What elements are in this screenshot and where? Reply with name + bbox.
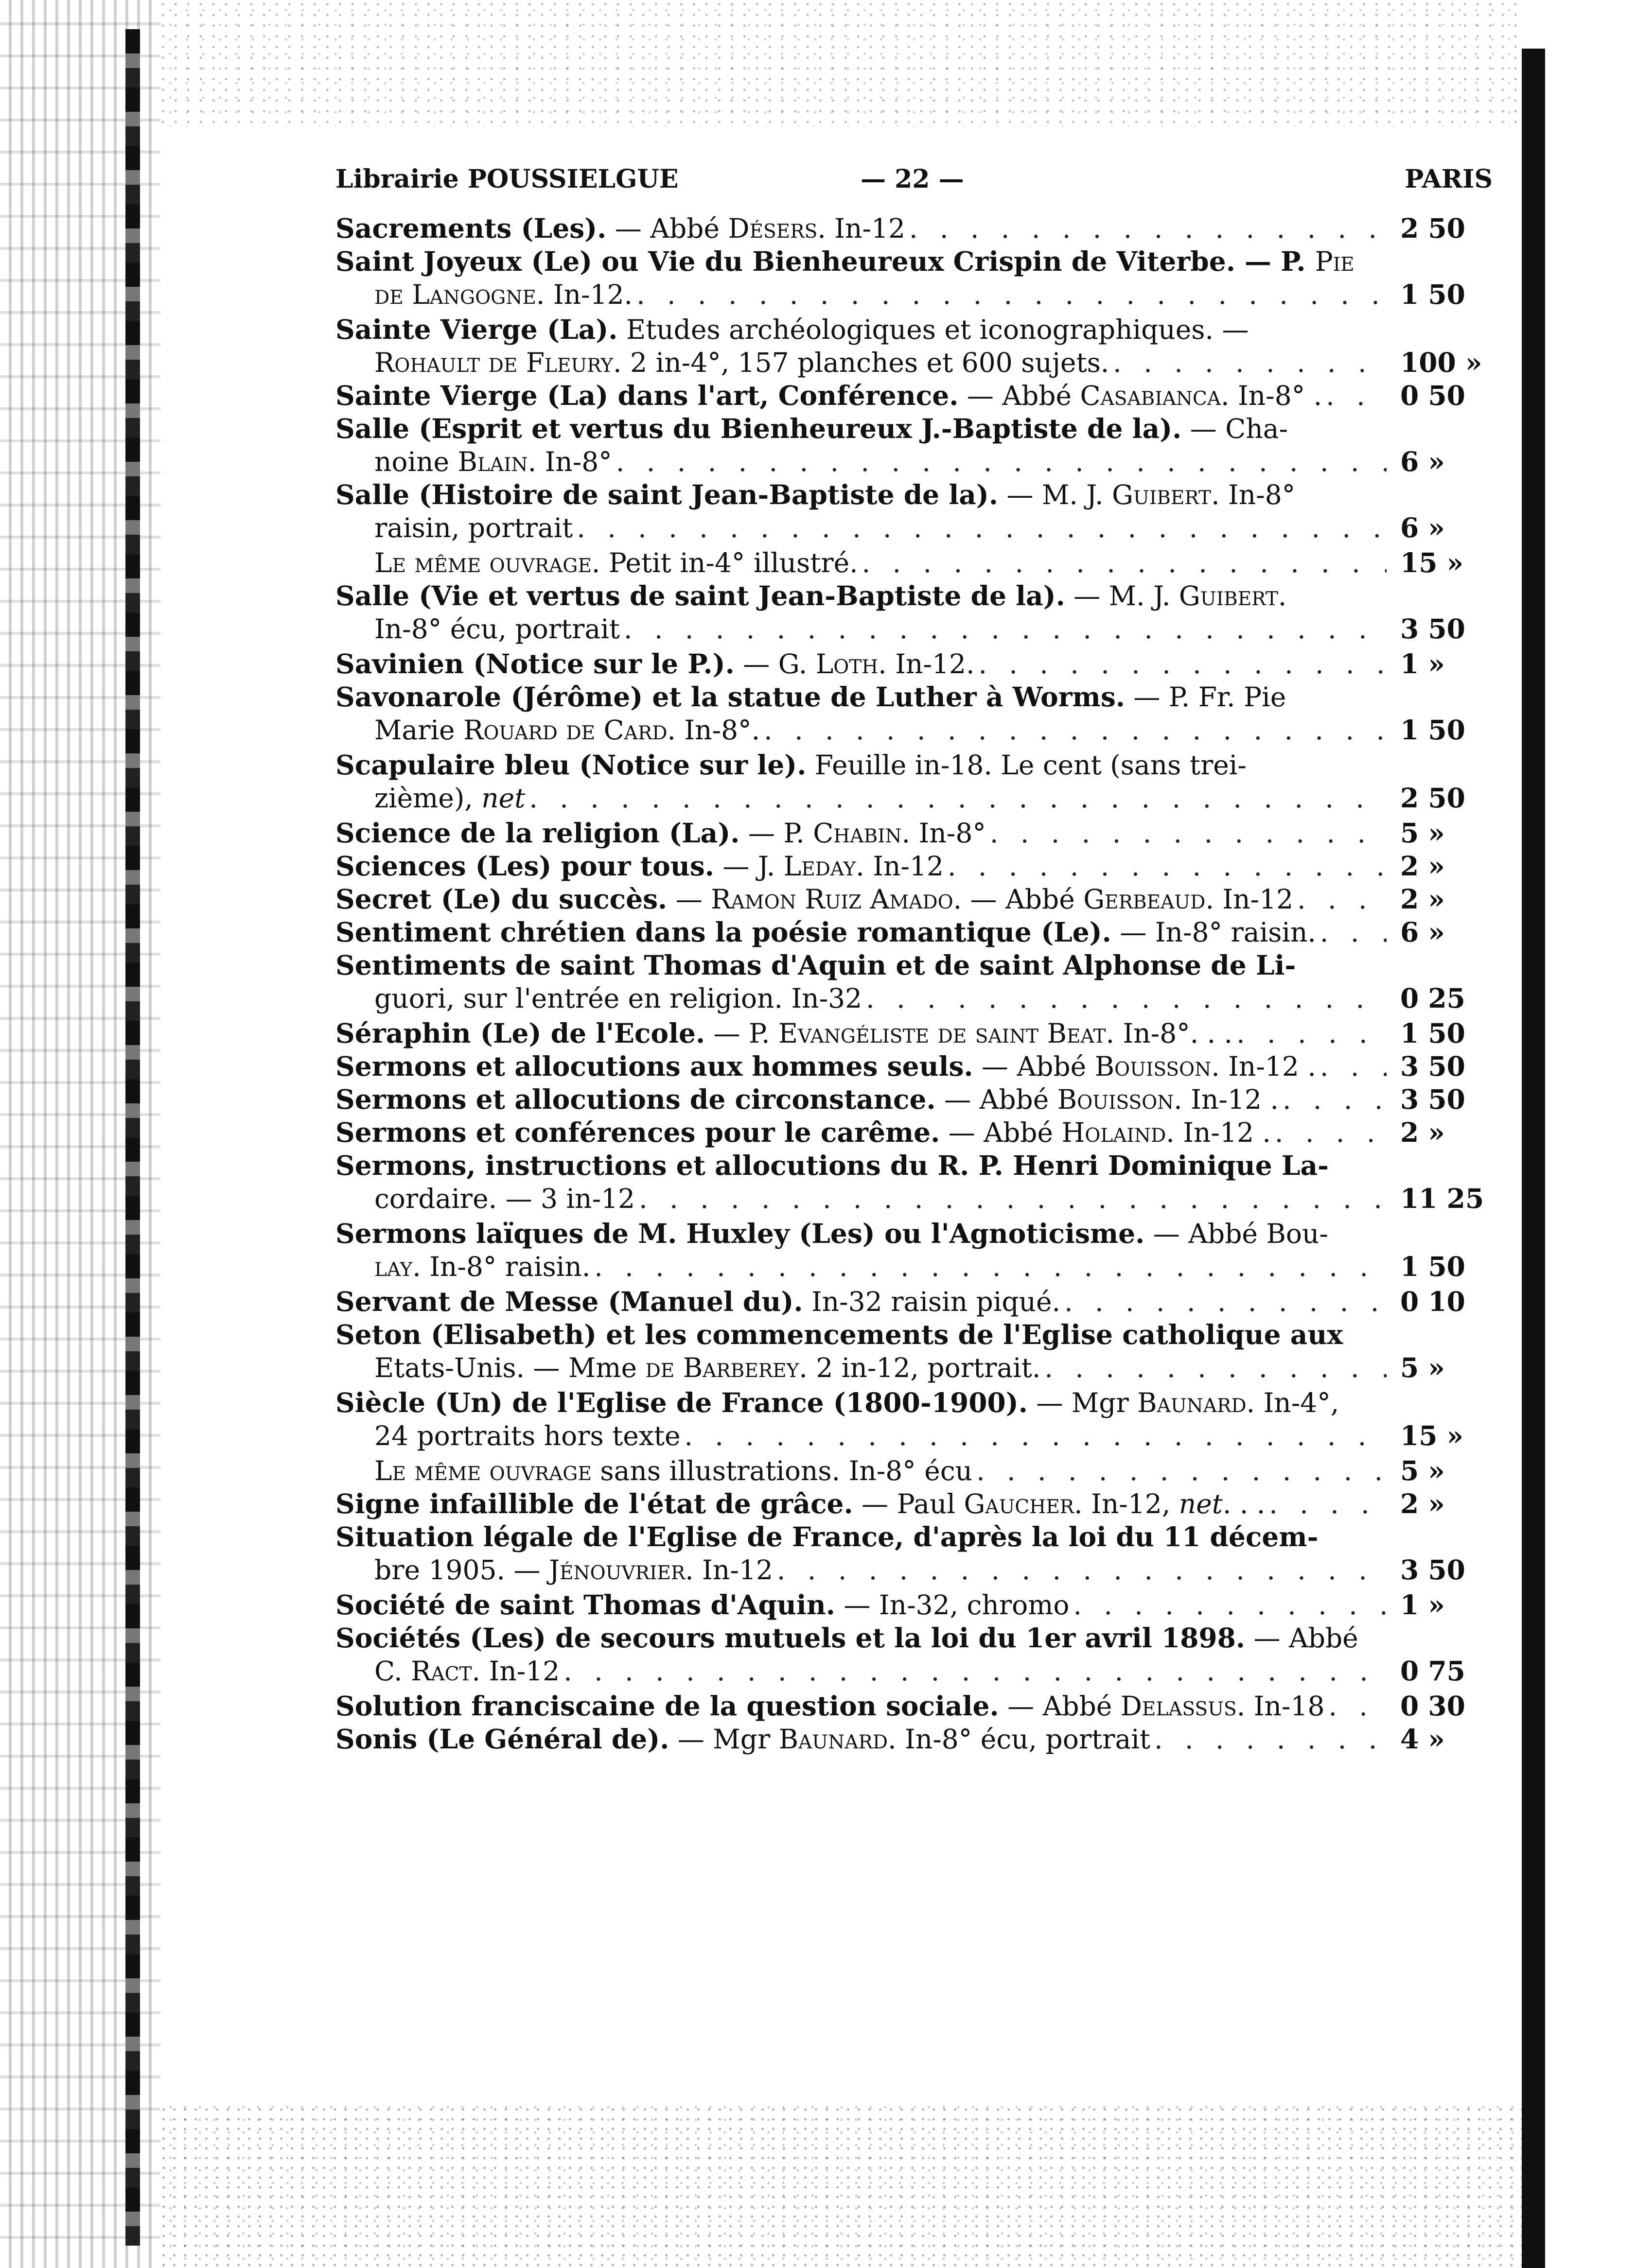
catalog-entry [335, 243, 1390, 280]
entry-author: Guibert [1179, 580, 1278, 611]
entry-price: 6 » [1400, 446, 1445, 477]
entry-author: Bouisson [1094, 1051, 1212, 1082]
catalog-entry [335, 1620, 1390, 1657]
entry-author: Rouard de Card [463, 715, 668, 746]
entry-details: — Abbé [935, 1084, 1057, 1115]
dot-leader [1275, 1114, 1387, 1151]
catalog-entry-continuation [374, 780, 1390, 817]
entry-format: . [1278, 580, 1287, 611]
entry-title: Salle (Esprit et vertus du Bienheureux J.-Baptiste de la). [335, 413, 1182, 444]
entry-price: 3 50 [1400, 1083, 1465, 1115]
dot-leader [639, 1180, 1387, 1217]
entry-format: . In-8° écu, portrait [888, 1724, 1150, 1755]
entry-details: zième), [374, 783, 482, 814]
entry-format: . In-8°. . . [1106, 1018, 1233, 1049]
entry-text [374, 1180, 635, 1217]
entry-price: 2 » [1400, 883, 1445, 915]
entry-details: — Abbé [958, 380, 1080, 411]
entry-format: . In-12 [1205, 884, 1294, 915]
entry-details: — Abbé Bou- [1144, 1218, 1328, 1249]
entry-details: — Mgr [669, 1724, 779, 1755]
entry-author: Guibert [1112, 479, 1212, 510]
entry-price: 11 25 [1400, 1183, 1484, 1214]
entry-author: de Barberey [645, 1352, 799, 1383]
entry-text [335, 848, 944, 885]
dot-leader [1297, 881, 1387, 918]
dot-leader [594, 1248, 1387, 1285]
entry-details: raisin, portrait [374, 512, 573, 543]
entry-format: . In-12 . [1211, 1051, 1316, 1082]
entry-text [335, 1485, 1265, 1522]
entry-text [335, 1316, 1343, 1353]
catalog-entry-continuation [374, 276, 1390, 313]
entry-author: Bouisson [1057, 1084, 1174, 1115]
entry-price: 5 » [1400, 1352, 1445, 1383]
entry-price: 1 50 [1400, 1017, 1465, 1049]
entry-title: Savinien (Notice sur le P.). [335, 648, 735, 680]
entry-details: — Abbé [606, 213, 728, 244]
entry-text [335, 679, 1286, 715]
entry-details: guori, sur l'entrée en religion. In-32 [374, 983, 862, 1014]
entry-price: 6 » [1400, 512, 1445, 543]
entry-price: 6 » [1400, 916, 1445, 948]
entry-title: Société de saint Thomas d'Aquin. [335, 1589, 835, 1621]
entry-title: Secret (Le) du succès. [335, 883, 668, 915]
entry-title: Sciences (Les) pour tous. [335, 850, 714, 882]
catalog-entry-continuation [374, 712, 1390, 749]
entry-author: de Langogne [374, 279, 536, 310]
entry-text [374, 276, 633, 313]
same-work-label: Le même ouvrage [374, 1455, 592, 1486]
entry-details: — J. [714, 851, 784, 882]
catalog-entry [335, 679, 1390, 715]
entry-format: . In-12 . [1166, 1117, 1271, 1148]
entry-format: . In-12. [536, 279, 633, 310]
dot-leader [563, 1653, 1387, 1690]
entry-format: . In-8° [901, 818, 986, 849]
entry-author: Pie [1315, 246, 1355, 277]
catalog-entry [335, 1518, 1390, 1555]
entry-text [335, 646, 974, 682]
entry-format: . In-12. [878, 648, 975, 680]
entry-title: Savonarole (Jérôme) et la statue de Luther à Worms. [335, 681, 1125, 713]
catalog-entry [335, 377, 1390, 414]
entry-format: . In-8° [528, 446, 612, 477]
entry-text [335, 1147, 1329, 1184]
entry-details: C. [374, 1656, 411, 1687]
dot-leader [1283, 1081, 1387, 1118]
entry-text [335, 815, 986, 852]
catalog-entry-continuation [374, 1552, 1390, 1588]
entry-format: . In-8° . [1221, 380, 1322, 411]
entry-price: 1 50 [1400, 1251, 1465, 1282]
entry-text [374, 443, 612, 480]
dot-leader [1044, 1349, 1387, 1386]
entry-text [374, 780, 525, 817]
entry-price: 3 50 [1400, 613, 1465, 645]
dot-leader [1326, 377, 1387, 414]
entry-title: Siècle (Un) de l'Eglise de France (1800-1900). [335, 1387, 1028, 1418]
entry-title: Sonis (Le Général de). [335, 1723, 669, 1755]
dot-leader [1073, 1587, 1387, 1623]
catalog-entry [374, 544, 1390, 581]
entry-text [335, 1015, 1232, 1052]
net-price-label: net [1179, 1488, 1223, 1519]
entry-details: Feuille in-18. Le cent (sans trei- [806, 750, 1247, 781]
catalog-entry [335, 815, 1390, 852]
catalog-entry [335, 947, 1390, 984]
entry-author: Casabianca [1080, 380, 1221, 411]
entry-details: — Abbé [940, 1117, 1062, 1148]
catalog-entry [335, 1081, 1390, 1118]
entry-author: Gaucher [964, 1488, 1074, 1519]
entry-details: — Abbé [999, 1691, 1121, 1722]
entry-author: Ramon Ruiz Amado [711, 884, 953, 915]
dot-leader [1269, 1485, 1387, 1522]
entry-details: — M. J. [998, 479, 1112, 510]
entry-price: 100 » [1400, 347, 1482, 378]
entry-text [335, 1048, 1316, 1085]
entry-format: . In-8° raisin. [412, 1251, 591, 1282]
entry-text [374, 1417, 681, 1454]
entry-text [335, 1587, 1070, 1623]
entry-title: Salle (Vie et vertus de saint Jean-Baptiste de la). [335, 580, 1065, 611]
entry-details: — Mgr [1027, 1387, 1138, 1418]
entry-format: . 2 in-12, portrait. [799, 1352, 1041, 1383]
entry-details: Etudes archéologiques et iconographiques. — [617, 314, 1249, 345]
catalog-entry-continuation [374, 344, 1390, 381]
entry-price: 2 » [1400, 1488, 1445, 1519]
publisher-name: Librairie POUSSIELGUE [335, 164, 679, 194]
entry-text [374, 509, 573, 546]
entry-format: . In-12 [472, 1656, 560, 1687]
catalog-entry-continuation [374, 1417, 1390, 1454]
catalog-entry [335, 210, 1390, 247]
entry-title: Solution franciscaine de la question sociale. [335, 1690, 999, 1722]
dot-leader [529, 780, 1387, 817]
entry-price: 1 50 [1400, 714, 1465, 746]
entry-text [335, 243, 1355, 280]
entry-price: 5 » [1400, 1455, 1445, 1486]
entry-text [335, 1518, 1318, 1555]
entry-price: 2 50 [1400, 782, 1465, 814]
entry-title: Science de la religion (La). [335, 817, 740, 849]
entry-text [374, 712, 760, 749]
entry-price: 1 50 [1400, 279, 1465, 310]
entry-title: Seton (Elisabeth) et les commencements de l'Eglise catholique aux [335, 1319, 1343, 1350]
entry-format: . In-12 [685, 1554, 773, 1586]
entry-text [335, 210, 905, 247]
catalog-entry [335, 848, 1390, 885]
entry-text [374, 1653, 560, 1690]
dot-leader [616, 443, 1387, 480]
entry-title: Sainte Vierge (La). [335, 314, 618, 345]
entry-price: 0 50 [1400, 380, 1465, 411]
entry-title: Sermons et allocutions de circonstance. [335, 1083, 936, 1115]
entry-details: — In-8° raisin. [1111, 917, 1316, 948]
entry-text [335, 1283, 1060, 1320]
catalog-entry-continuation [374, 1248, 1390, 1285]
entry-text [335, 1114, 1271, 1151]
entry-title: Sacrements (Les). [335, 212, 607, 244]
dot-leader [862, 544, 1387, 581]
dot-leader [577, 509, 1387, 546]
catalog-entry [335, 476, 1390, 513]
dot-leader [777, 1552, 1387, 1588]
same-work-label: Le même ouvrage [374, 547, 592, 578]
entry-text [335, 377, 1322, 414]
entry-price: 5 » [1400, 817, 1445, 849]
entry-author: Baunard [778, 1724, 888, 1755]
entry-price: 0 25 [1400, 982, 1465, 1014]
entry-title: Sermons, instructions et allocutions du R. P. Henri Dominique La- [335, 1150, 1329, 1181]
entry-text [335, 1215, 1328, 1252]
entry-title: Sentiments de saint Thomas d'Aquin et de saint Alphonse de Li- [335, 949, 1296, 981]
dot-leader [978, 646, 1387, 682]
entry-details: — P. [739, 818, 813, 849]
catalog-entry-continuation [374, 443, 1390, 480]
entry-price: 2 50 [1400, 212, 1465, 244]
entry-price: 4 » [1400, 1723, 1445, 1755]
entry-author: Ract [411, 1656, 472, 1687]
entry-details: — Paul [853, 1488, 964, 1519]
dot-leader [909, 210, 1387, 247]
catalog-entry-continuation [374, 980, 1390, 1017]
catalog-entry-continuation [374, 1653, 1390, 1690]
catalog-entry-continuation [374, 1349, 1390, 1386]
entry-text [374, 1349, 1040, 1386]
entry-title: Sociétés (Les) de secours mutuels et la loi du 1er avril 1898. [335, 1622, 1246, 1654]
dot-leader [1320, 914, 1387, 951]
entry-text [374, 344, 1109, 381]
entry-author: Holaind [1061, 1117, 1166, 1148]
entry-format: . In-8°. [667, 715, 760, 746]
catalog-entry [335, 410, 1390, 447]
entry-text [335, 881, 1293, 918]
entry-details: — In-32, chromo [835, 1589, 1070, 1621]
entry-details: Marie [374, 715, 464, 746]
edition-details: sans illustrations. In-8° écu [591, 1455, 973, 1486]
catalog-entry [335, 1283, 1390, 1320]
catalog-entry [335, 311, 1390, 348]
entry-text [374, 611, 620, 647]
entry-title: Sermons et allocutions aux hommes seuls. [335, 1050, 973, 1082]
dot-leader [1113, 344, 1387, 381]
catalog-entry [335, 1384, 1390, 1421]
entry-price: 2 » [1400, 850, 1445, 882]
catalog-entry [335, 1316, 1390, 1353]
entry-details: noine [374, 446, 458, 477]
entry-text [335, 1081, 1279, 1118]
entry-author: Gerbeaud [1083, 884, 1206, 915]
catalog-entry [335, 646, 1390, 682]
entry-author: Jénouvrier [548, 1554, 686, 1586]
entry-details: — M. J. [1065, 580, 1179, 611]
entry-text [335, 947, 1296, 984]
catalog-entry [335, 1721, 1390, 1758]
entry-format: . In-4°, [1246, 1387, 1339, 1418]
dot-leader [764, 712, 1387, 749]
page-gutter [1522, 49, 1545, 2268]
entry-author: Loth [815, 648, 879, 680]
dot-leader [1320, 1048, 1387, 1085]
entry-details: — Cha- [1181, 413, 1288, 444]
dot-leader [685, 1417, 1387, 1454]
entry-format: . — Abbé [953, 884, 1084, 915]
dot-leader [624, 611, 1387, 647]
dot-leader [1328, 1688, 1387, 1725]
catalog-entry [335, 881, 1390, 918]
catalog-entry-continuation [374, 611, 1390, 647]
entry-text [374, 1452, 972, 1489]
catalog-entry [335, 1215, 1390, 1252]
entry-price: 3 50 [1400, 1050, 1465, 1082]
entry-price: 1 » [1400, 648, 1445, 680]
entry-details: — P. Fr. Pie [1125, 681, 1286, 713]
entry-author: Rohault de Fleury [374, 347, 614, 378]
page-header [335, 164, 1493, 203]
scan-noise-top [160, 0, 1522, 126]
entry-format: . In-12, [1074, 1488, 1179, 1519]
entry-text [335, 914, 1316, 951]
catalog-entry [335, 1114, 1390, 1151]
catalog-entry [335, 1587, 1390, 1623]
entry-price: 15 » [1400, 547, 1464, 578]
entry-price: 2 » [1400, 1117, 1445, 1148]
entry-details: bre 1905. — [374, 1554, 549, 1586]
entry-price: 1 » [1400, 1589, 1445, 1621]
catalog-entry [335, 914, 1390, 951]
dot-leader [948, 848, 1387, 885]
entry-format: . In-12 [856, 851, 944, 882]
entry-details: cordaire. — 3 in-12 [374, 1183, 635, 1214]
catalog-entry [374, 1452, 1390, 1489]
catalog-entry [335, 1048, 1390, 1085]
entry-text [335, 1688, 1324, 1725]
page-number: — 22 — [861, 164, 964, 194]
entry-text [335, 577, 1286, 614]
dot-leader [866, 980, 1387, 1017]
dot-leader [1154, 1721, 1387, 1758]
entry-title: Sainte Vierge (La) dans l'art, Conférence. [335, 380, 959, 411]
entry-text [335, 311, 1249, 348]
entry-text [335, 1384, 1339, 1421]
entry-author: Désers [728, 213, 818, 244]
entry-text [335, 1721, 1150, 1758]
entry-details: In-32 raisin piqué. [803, 1286, 1061, 1317]
dot-leader [1064, 1283, 1387, 1320]
edition-details: . Petit in-4° illustré. [591, 547, 858, 578]
entry-title: Scapulaire bleu (Notice sur le). [335, 749, 807, 781]
entry-author: lay [374, 1251, 413, 1282]
dot-leader [1236, 1015, 1387, 1052]
dot-leader [636, 276, 1387, 313]
binding-edge [125, 29, 140, 2246]
net-price-label: net [481, 783, 526, 814]
catalog-entry [335, 1688, 1390, 1725]
entry-price: 15 » [1400, 1420, 1464, 1451]
entry-details: — Abbé [973, 1051, 1095, 1082]
entry-price: 3 50 [1400, 1554, 1465, 1586]
entry-details: In-8° écu, portrait [374, 613, 620, 645]
adjacent-page-strip [1545, 0, 1636, 2268]
entry-title: Signe infaillible de l'état de grâce. [335, 1488, 853, 1519]
entry-details: — Abbé [1245, 1622, 1358, 1654]
entry-author: Leday [783, 851, 856, 882]
entry-format: . 2 in-4°, 157 planches et 600 sujets. [613, 347, 1109, 378]
entry-text [335, 747, 1247, 784]
entry-price: 0 75 [1400, 1655, 1465, 1687]
dot-leader [990, 815, 1387, 852]
entry-details: — P. [705, 1018, 778, 1049]
entry-title: Saint Joyeux (Le) ou Vie du Bienheureux Crispin de Viterbe. — P. [335, 245, 1315, 277]
entry-details: 24 portraits hors texte [374, 1420, 681, 1451]
catalog-entry [335, 747, 1390, 784]
entry-text [374, 544, 858, 581]
entry-text [335, 410, 1288, 447]
catalog-entry-continuation [374, 509, 1390, 546]
entry-details: — G. [734, 648, 816, 680]
entry-details: — [667, 884, 711, 915]
dot-leader [976, 1452, 1387, 1489]
entry-format: . . . [1222, 1488, 1266, 1519]
city-name: PARIS [1405, 164, 1493, 194]
entry-title: Sentiment chrétien dans la poésie romantique (Le). [335, 916, 1111, 948]
catalog-entry [335, 577, 1390, 614]
entry-title: Séraphin (Le) de l'Ecole. [335, 1017, 705, 1049]
entry-text [335, 476, 1295, 513]
entry-author: Evangéliste de saint Beat [778, 1018, 1106, 1049]
entry-title: Situation légale de l'Eglise de France, d'après la loi du 11 décem- [335, 1521, 1319, 1553]
entry-author: Chabin [813, 818, 902, 849]
entry-title: Sermons laïques de M. Huxley (Les) ou l'Agnoticisme. [335, 1218, 1145, 1249]
catalog-entry-continuation [374, 1180, 1390, 1217]
entry-title: Servant de Messe (Manuel du). [335, 1286, 803, 1317]
entry-author: Blain [457, 446, 528, 477]
entry-format: . In-18 [1236, 1691, 1325, 1722]
entry-text [374, 980, 862, 1017]
catalog-entry [335, 1485, 1390, 1522]
catalog-entry [335, 1015, 1390, 1052]
entry-price: 0 10 [1400, 1286, 1465, 1317]
entry-text [335, 1620, 1358, 1657]
entry-price: 0 30 [1400, 1690, 1465, 1722]
entry-text [374, 1552, 773, 1588]
entry-format: . In-12 [817, 213, 906, 244]
scan-noise-bottom [160, 2105, 1522, 2268]
entry-author: Delassus [1120, 1691, 1237, 1722]
entry-title: Sermons et conférences pour le carême. [335, 1117, 940, 1148]
entry-text [374, 1248, 590, 1285]
entry-format: . In-12 . [1174, 1084, 1279, 1115]
entry-format: . In-8° [1211, 479, 1296, 510]
entry-author: Baunard [1137, 1387, 1247, 1418]
entry-title: Salle (Histoire de saint Jean-Baptiste de la). [335, 479, 999, 510]
catalog-entry [335, 1147, 1390, 1184]
entry-details: Etats-Unis. — Mme [374, 1352, 646, 1383]
